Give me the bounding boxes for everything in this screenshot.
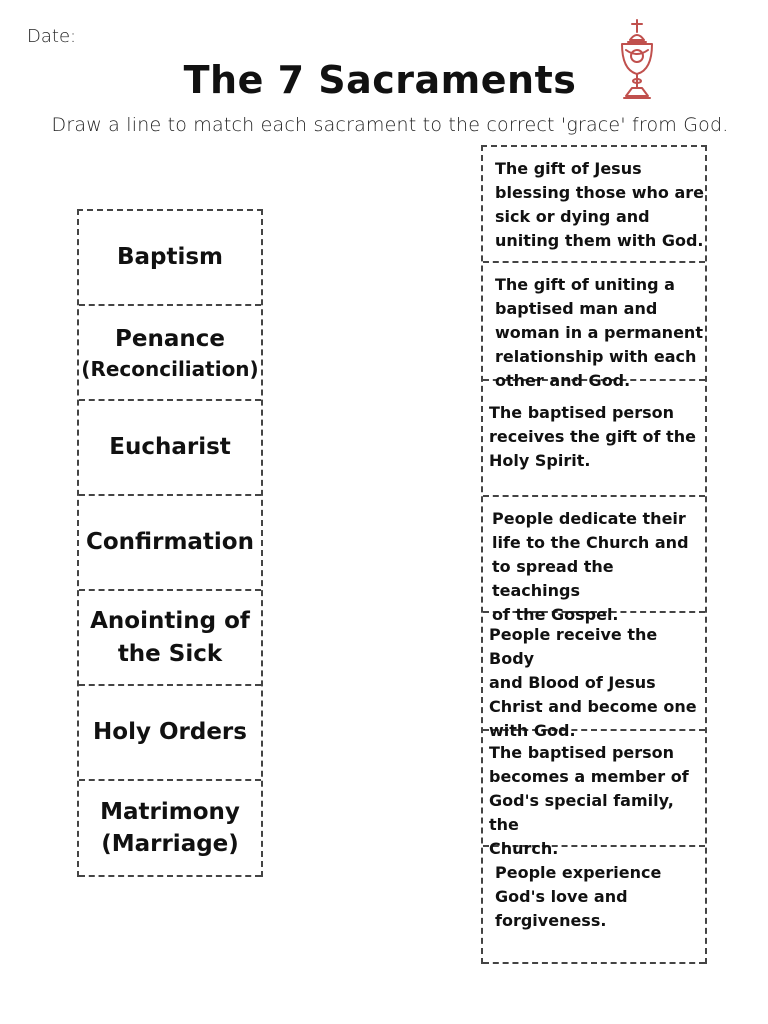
sacrament-card[interactable] — [79, 496, 261, 591]
sacrament-subtitle: (Marriage) — [101, 831, 239, 857]
sacrament-name: Penance — [115, 326, 225, 353]
grace-card[interactable]: People dedicate their life to the Church and to spread the teachings of the Gospel. — [483, 497, 705, 613]
sacrament-name: Matrimony — [100, 798, 240, 825]
sacrament-subtitle: (Reconciliation) — [81, 356, 259, 381]
chalice-icon — [612, 18, 662, 104]
sacrament-name: Holy Orders — [93, 719, 247, 746]
date-label: Date: — [27, 26, 77, 47]
grace-card[interactable]: The baptised person receives the gift of the Holy Spirit. — [483, 381, 705, 497]
instructions: Draw a line to match each sacrament to the correct 'grace' from God. — [51, 114, 729, 136]
grace-card[interactable]: The gift of uniting a baptised man and woman in a permanent relationship with each other and God. — [483, 263, 705, 381]
sacraments-column — [77, 209, 263, 877]
sacrament-card[interactable] — [79, 686, 261, 781]
grace-card[interactable]: People receive the Body and Blood of Jesus Christ and become one with God. — [483, 613, 705, 731]
graces-column — [481, 145, 707, 964]
grace-card[interactable]: People experience God's love and forgiveness. — [483, 847, 705, 964]
sacrament-card[interactable] — [79, 401, 261, 496]
sacrament-card[interactable] — [79, 211, 261, 306]
sacrament-subtitle: the Sick — [117, 640, 223, 667]
sacrament-name: Confirmation — [86, 529, 254, 556]
sacrament-name: Baptism — [116, 244, 224, 271]
sacrament-name: Anointing of — [90, 608, 250, 635]
sacrament-name: Eucharist — [109, 434, 231, 461]
sacrament-card[interactable] — [79, 781, 261, 877]
page-title: The 7 Sacraments — [183, 58, 577, 102]
grace-card[interactable]: The gift of Jesus blessing those who are sick or dying and uniting them with God. — [483, 147, 705, 263]
grace-card[interactable]: The baptised person becomes a member of God's special family, the Church. — [483, 731, 705, 847]
sacrament-card[interactable] — [79, 591, 261, 686]
sacrament-card[interactable] — [79, 306, 261, 401]
